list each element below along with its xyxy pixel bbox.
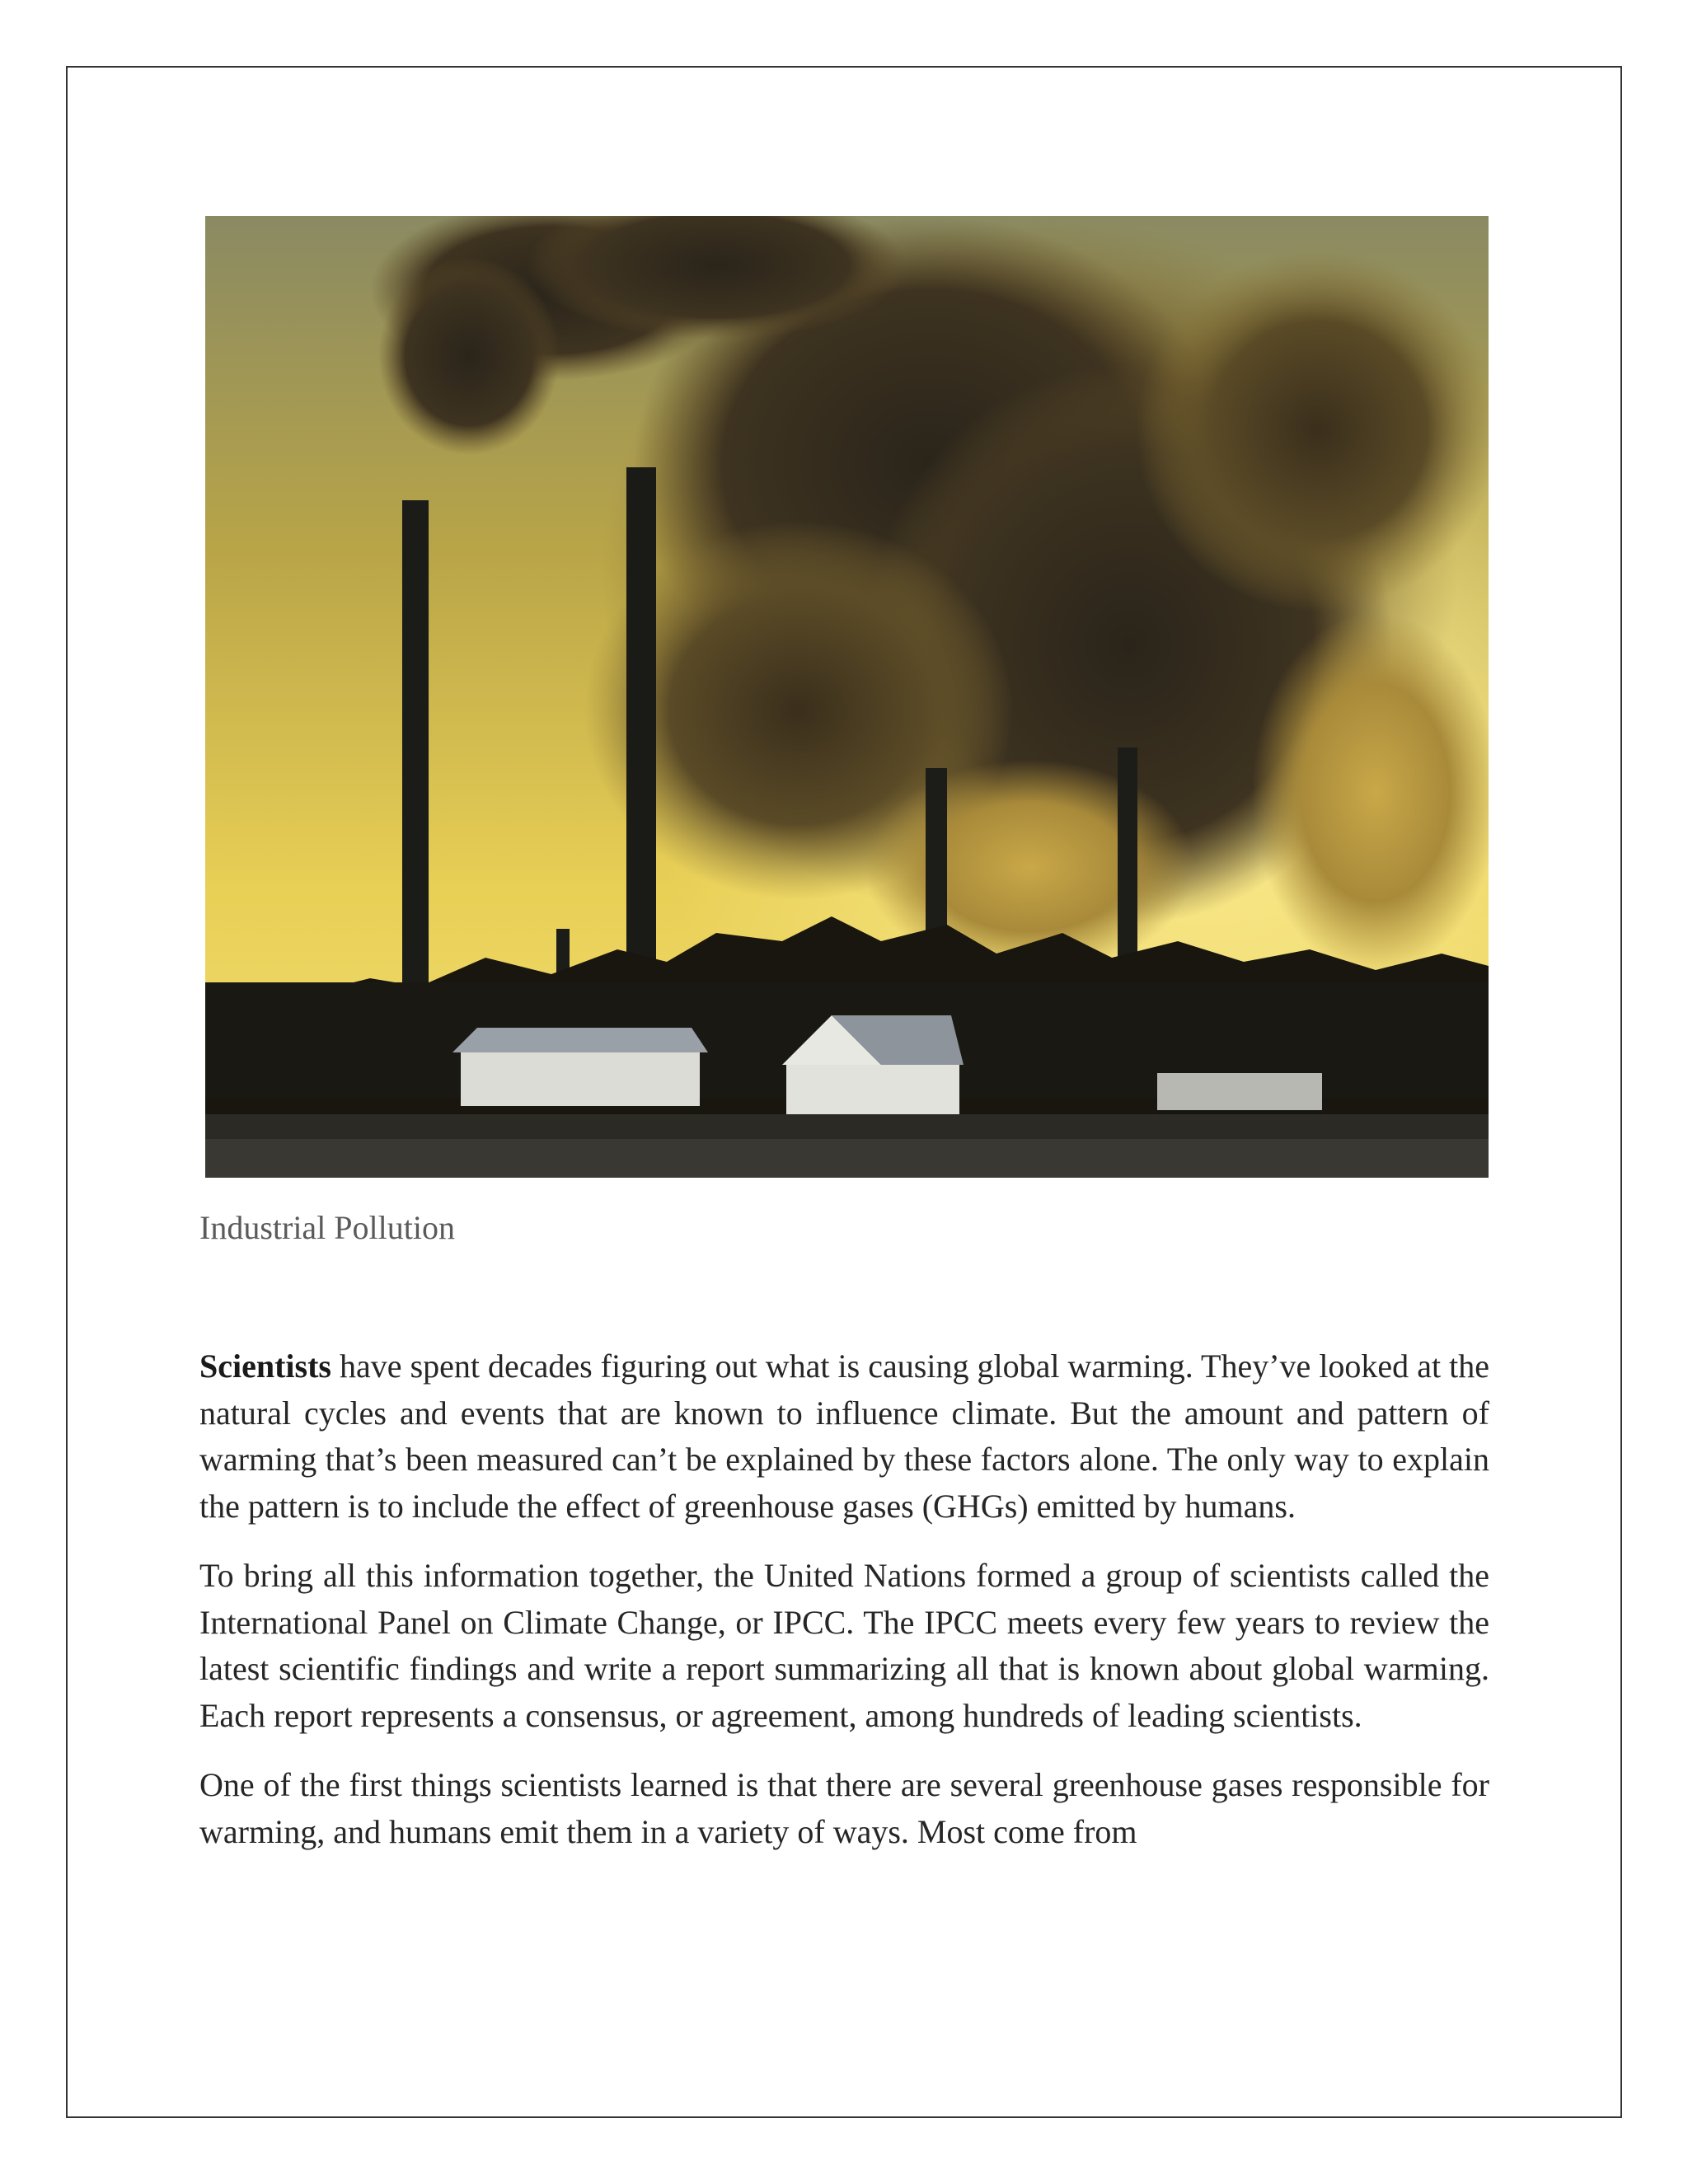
paragraph-text: To bring all this information together, the United Nations formed a group of scientists called the International Panel on Climate Change, or IPCC. The IPCC meets every few years to review the latest scientific findings and write a report summarizing all that is known about global warming. Each report represents a consensus, or agreement, among hundreds of leading scientists.: [199, 1557, 1489, 1734]
smokestack-photo-icon: [205, 216, 1489, 1178]
industrial-pollution-image: [205, 216, 1489, 1178]
bold-lead-word: Scientists: [199, 1347, 331, 1385]
paragraph: [199, 1343, 1489, 1530]
article-body: [199, 1343, 1489, 1878]
paragraph-text: One of the first things scientists learned is that there are several greenhouse gases responsible for warming, and humans emit them in a variety of ways. Most come from: [199, 1766, 1489, 1850]
paragraph: [199, 1553, 1489, 1739]
paragraph-text: have spent decades figuring out what is causing global warming. They’ve looked at the natural cycles and events that are known to influence climate. But the amount and pattern of warming that’s been measured can’t be explained by these factors alone. The only way to explain the pattern is to include the effect of greenhouse gases (GHGs) emitted by humans.: [199, 1347, 1489, 1525]
figure-caption: Industrial Pollution: [199, 1209, 455, 1246]
paragraph: [199, 1762, 1489, 1855]
